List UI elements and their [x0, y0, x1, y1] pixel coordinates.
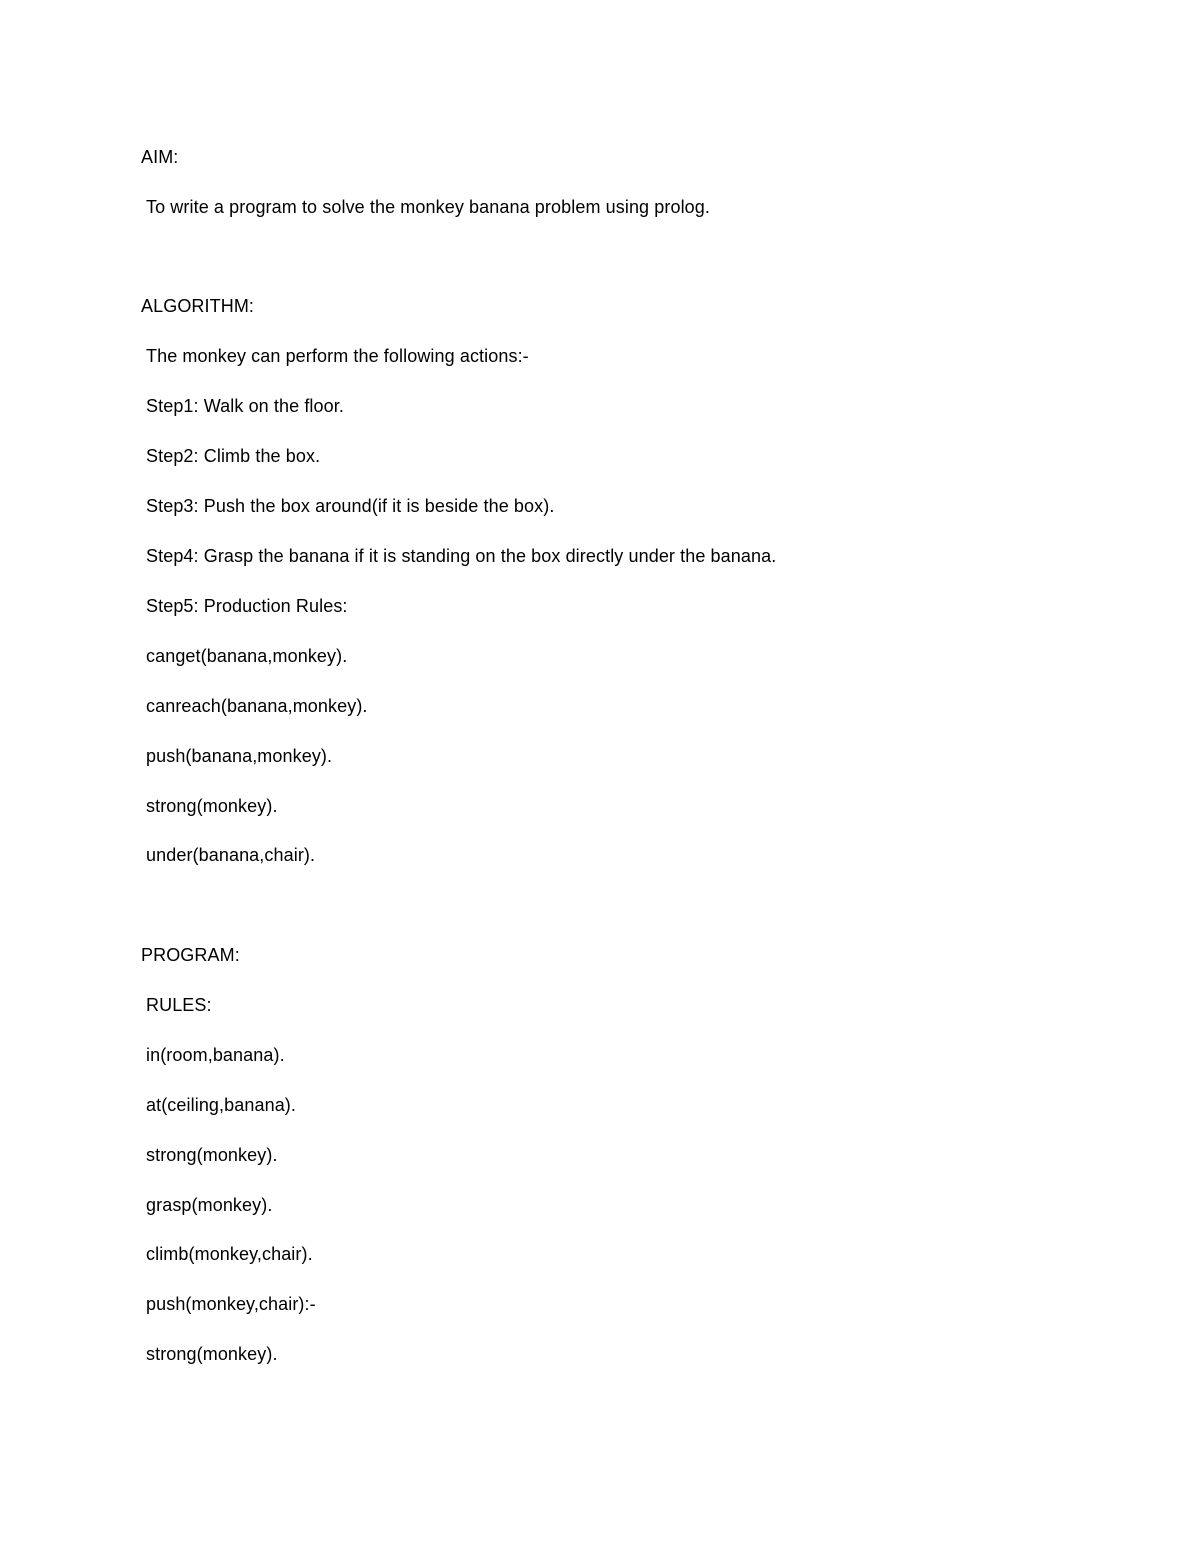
production-rule: under(banana,chair).: [146, 845, 316, 865]
production-rule: canget(banana,monkey).: [146, 646, 348, 666]
program-line: push(monkey,chair):-: [146, 1294, 316, 1314]
program-line: strong(monkey).: [146, 1145, 278, 1165]
algorithm-step-2: Step2: Climb the box.: [146, 446, 321, 466]
algorithm-step-5: Step5: Production Rules:: [146, 596, 348, 616]
program-line: in(room,banana).: [146, 1045, 285, 1065]
production-rule: push(banana,monkey).: [146, 746, 333, 766]
algorithm-heading: ALGORITHM:: [141, 296, 255, 316]
aim-heading: AIM:: [141, 147, 179, 167]
algorithm-intro: The monkey can perform the following actions:-: [146, 346, 529, 366]
program-heading: PROGRAM:: [141, 945, 240, 965]
program-rules-subheading: RULES:: [146, 995, 212, 1015]
algorithm-step-1: Step1: Walk on the floor.: [146, 396, 344, 416]
production-rule: canreach(banana,monkey).: [146, 696, 368, 716]
program-line: strong(monkey).: [146, 1344, 278, 1364]
program-line: climb(monkey,chair).: [146, 1244, 313, 1264]
aim-text: To write a program to solve the monkey banana problem using prolog.: [146, 197, 711, 217]
algorithm-step-4: Step4: Grasp the banana if it is standing on the box directly under the banana.: [146, 546, 777, 566]
algorithm-step-3: Step3: Push the box around(if it is beside the box).: [146, 496, 555, 516]
program-line: grasp(monkey).: [146, 1195, 273, 1215]
production-rule: strong(monkey).: [146, 796, 278, 816]
program-line: at(ceiling,banana).: [146, 1095, 296, 1115]
